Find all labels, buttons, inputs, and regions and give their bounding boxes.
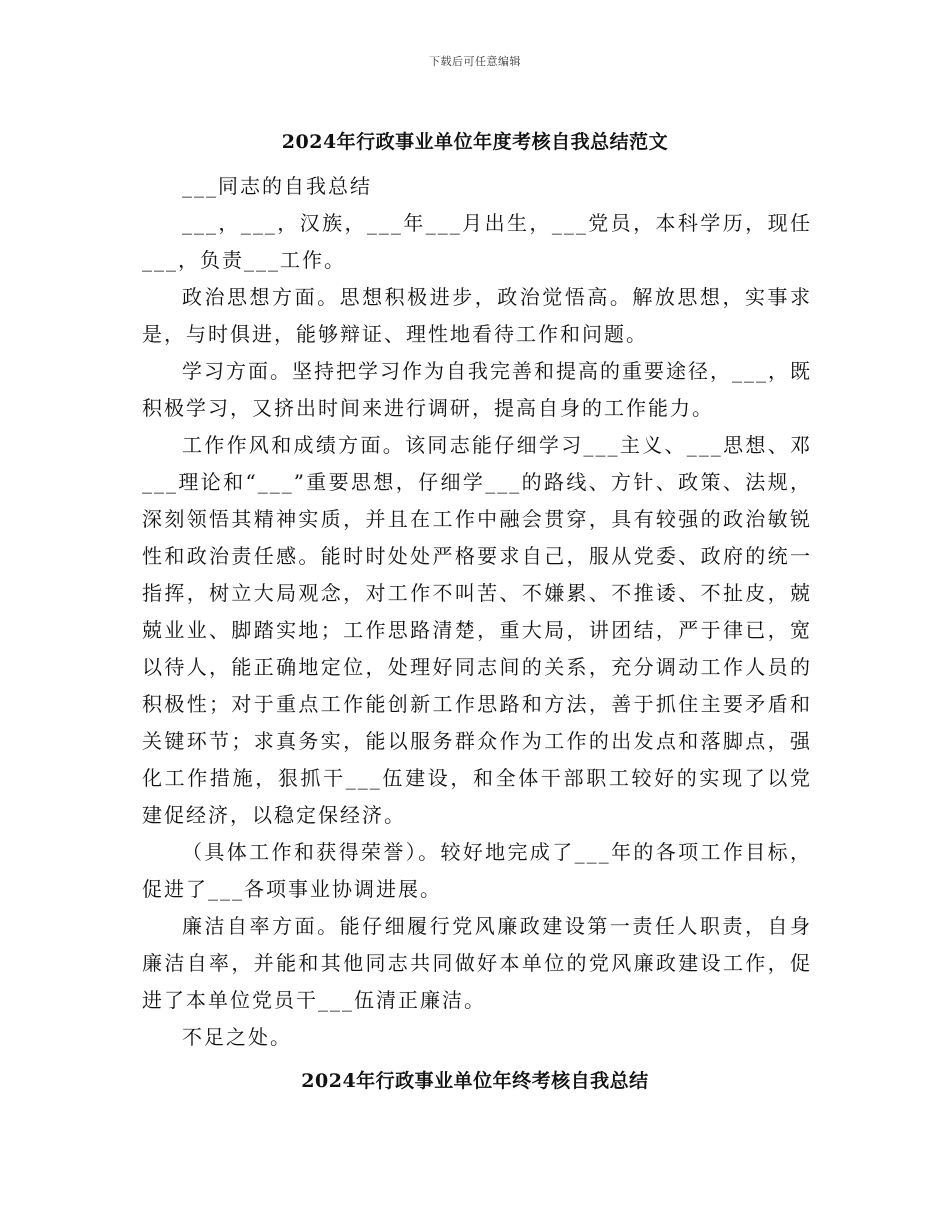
paragraph-achievements: （具体工作和获得荣誉）。较好地完成了___年的各项工作目标，促进了___各项事业协调进展。 — [142, 840, 812, 901]
second-title: 2024年行政事业单位年终考核自我总结 — [301, 1070, 649, 1092]
paragraph-heading-self-summary: ___同志的自我总结 — [182, 174, 372, 198]
paragraph-political-thought: 政治思想方面。思想积极进步，政治觉悟高。解放思想，实事求是，与时俱进，能够辩证、理性地看待工作和问题。 — [142, 285, 812, 346]
document-title: 2024年行政事业单位年度考核自我总结范文 — [281, 131, 669, 153]
paragraph-personal-info: ___，___，汉族，___年___月出生，___党员，本科学历，现任___，负责___工作。 — [142, 211, 812, 272]
header-note: 下载后可任意编辑 — [429, 55, 521, 68]
paragraph-study: 学习方面。坚持把学习作为自我完善和提高的重要途径，___，既积极学习，又挤出时间来进行调研，提高自身的工作能力。 — [142, 359, 812, 420]
document-body — [142, 168, 812, 1056]
paragraph-integrity: 廉洁自率方面。能仔细履行党风廉政建设第一责任人职责，自身廉洁自率，并能和其他同志共同做好本单位的党风廉政建设工作，促进了本单位党员干___伍清正廉洁。 — [142, 914, 812, 1012]
paragraph-work-style: 工作作风和成绩方面。该同志能仔细学习___主义、___思想、邓___理论和“___”重要思想，仔细学___的路线、方针、政策、法规，深刻领悟其精神实质，并且在工作中融会贯穿，具有较强的政治敏锐性和政治责任感。能时时处处严格要求自己，服从党委、政府的统一指挥，树立大局观念，对工作不叫苦、不嫌累、不推诿、不扯皮，兢兢业业、脚踏实地；工作思路清楚，重大局，讲团结，严于律已，宽以待人，能正确地定位，处理好同志间的关系，充分调动工作人员的积极性；对于重点工作能创新工作思路和方法，善于抓住主要矛盾和关键环节；求真务实，能以服务群众作为工作的出发点和落脚点，强化工作措施，狠抓干___伍建设，和全体干部职工较好的实现了以党建促经济，以稳定保经济。 — [142, 433, 812, 827]
paragraph-shortcomings: 不足之处。 — [182, 1025, 292, 1049]
